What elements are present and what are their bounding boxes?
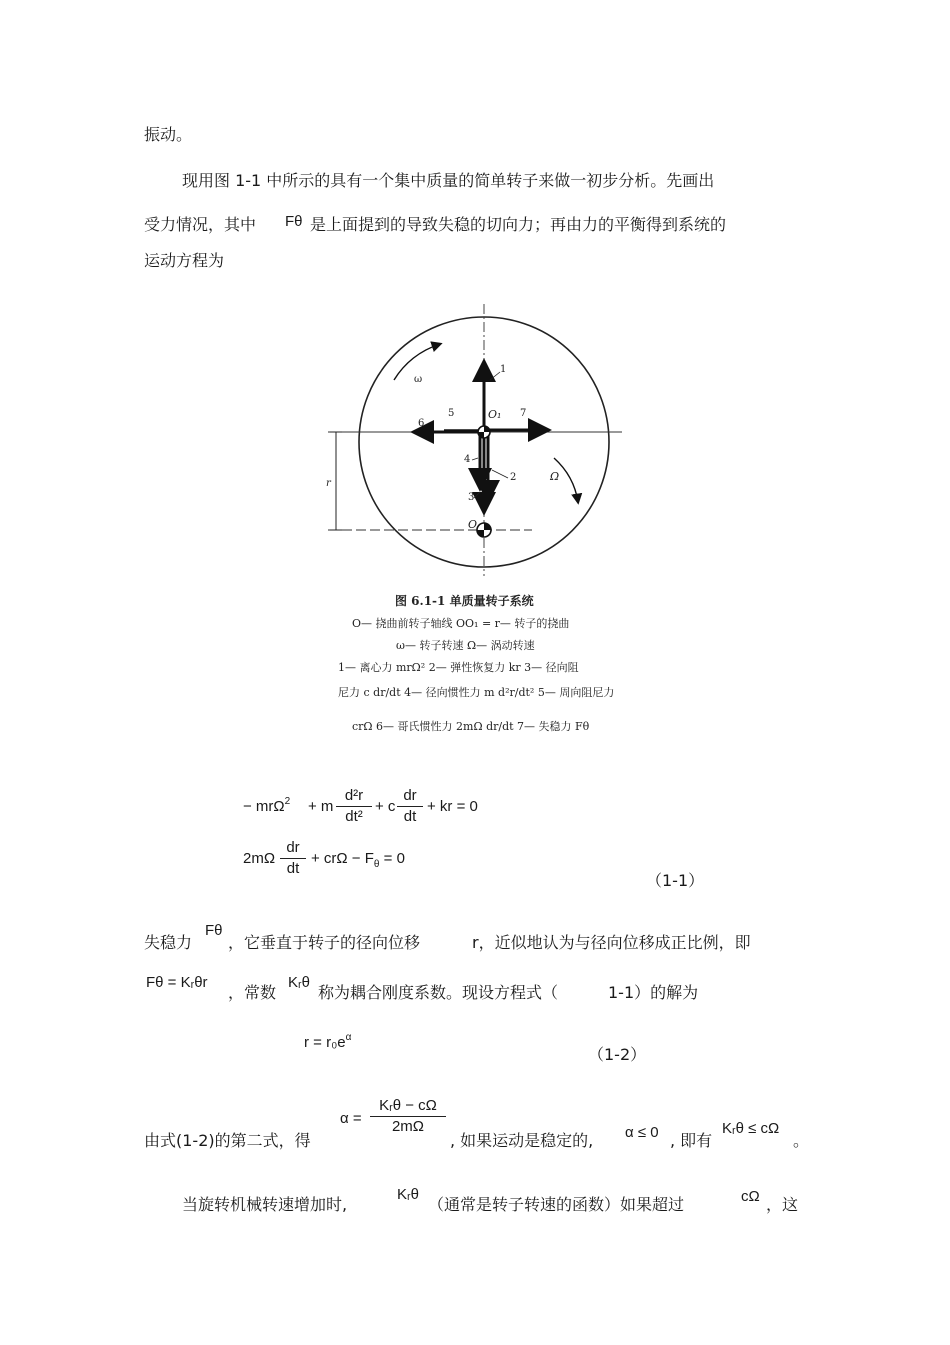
figure-caption-title: 图 6.1-1 单质量转子系统 [395,594,534,608]
figure-legend-4: 尼力 c dr/dt 4— 径向惯性力 m d²r/dt² 5— 周向阻尼力 [338,686,615,699]
rotor-figure [322,300,642,580]
symbol-c-omega: cΩ [741,1188,760,1205]
text-line-5a: ，常数 [228,983,277,1002]
figure-legend-2: ω— 转子转速 Ω— 涡动转速 [396,639,535,652]
eq1-plus-m: + m [308,798,334,815]
eq1-line2-frac-dr: $\frac{dr}{dt}$ [280,838,306,879]
eq1-line2-suffix: + $cr\Omega - F_\theta = 0$ [311,850,405,870]
eq1-plus-c: + c [375,798,396,815]
text-line-6a: 由式(1-2)的第二式，得 [144,1131,311,1150]
text-line-2a: 受力情况，其中 [144,215,257,234]
text-line-1: 现用图 1-1 中所示的具有一个集中质量的简单转子来做一初步分析。先画出 [182,171,715,190]
label-o1: O₁ [488,408,502,421]
eq1-line2-prefix: 2mΩ [243,850,276,867]
label-n5: 5 [448,408,455,419]
eq2-label: （1-2） [588,1045,647,1064]
label-n7: 7 [520,408,527,419]
symbol-k-r-theta-2: Kᵣθ [397,1186,419,1203]
eq1-plus-kr: + kr = 0 [427,798,478,815]
text-line-5b: 称为耦合刚度系数。现设方程式（ [318,983,559,1002]
text-line-4b: ，它垂直于转子的径向位移 [228,933,421,952]
eq1-term1: − mrΩ$^2$ [243,796,291,815]
eq-f-proportional: Fθ = Kᵣθr [146,974,208,991]
eq1-label: （1-1） [646,871,705,890]
text-line-4c: r，近似地认为与径向位移成正比例，即 [472,933,751,952]
alpha-condition: α ≤ 0 [625,1124,659,1141]
stability-condition: Kᵣθ ≤ cΩ [722,1120,780,1137]
text-line-6b: , 如果运动是稳定的, [450,1131,594,1150]
eq1-frac-dr: $\frac{dr}{dt}$ [397,786,423,827]
label-n2: 2 [510,472,517,483]
alpha-fraction: Kᵣθ − cΩ 2mΩ [370,1096,446,1137]
text-line-6d: 。 [793,1131,810,1150]
text-line-7c: ，这 [766,1195,799,1214]
symbol-f-theta-2: Fθ [205,922,223,939]
figure-legend-3: 1— 离心力 mrΩ² 2— 弹性恢复力 kr 3— 径向阻 [338,661,579,674]
label-n1: 1 [500,364,507,375]
symbol-f-theta: Fθ [285,213,303,230]
label-n3: 3 [468,492,475,503]
label-Omega: Ω [550,470,560,483]
symbol-k-r-theta: Kᵣθ [288,974,310,991]
label-omega: ω [414,374,423,385]
text-line-3: 运动方程为 [144,251,225,270]
eq1-frac-d2r: $\frac{\text{d²r}}{\text{dt²}}$ [336,786,372,827]
figure-legend-5: crΩ 6— 哥氏惯性力 2mΩ dr/dt 7— 失稳力 Fθ [352,720,590,733]
eq2: $r = r_0e^\alpha$ [304,1032,352,1051]
label-n4: 4 [464,454,471,465]
text-line-7a: 当旋转机械转速增加时, [182,1195,348,1214]
label-n6: 6 [418,418,425,429]
text-line-6c: , 即有 [670,1131,713,1150]
alpha-lhs: α = [340,1110,362,1127]
text-line-2b: 是上面提到的导致失稳的切向力；再由力的平衡得到系统的 [310,215,727,234]
text-line-4a: 失稳力 [144,933,193,952]
text-line-0: 振动。 [144,125,193,144]
label-r: r [326,478,331,489]
text-line-7b: （通常是转子转速的函数）如果超过 [428,1195,685,1214]
figure-legend-1: O— 挠曲前转子轴线 OO₁ = r— 转子的挠曲 [352,617,570,630]
text-line-5c: 1-1）的解为 [608,983,699,1002]
label-o: O [468,518,478,531]
